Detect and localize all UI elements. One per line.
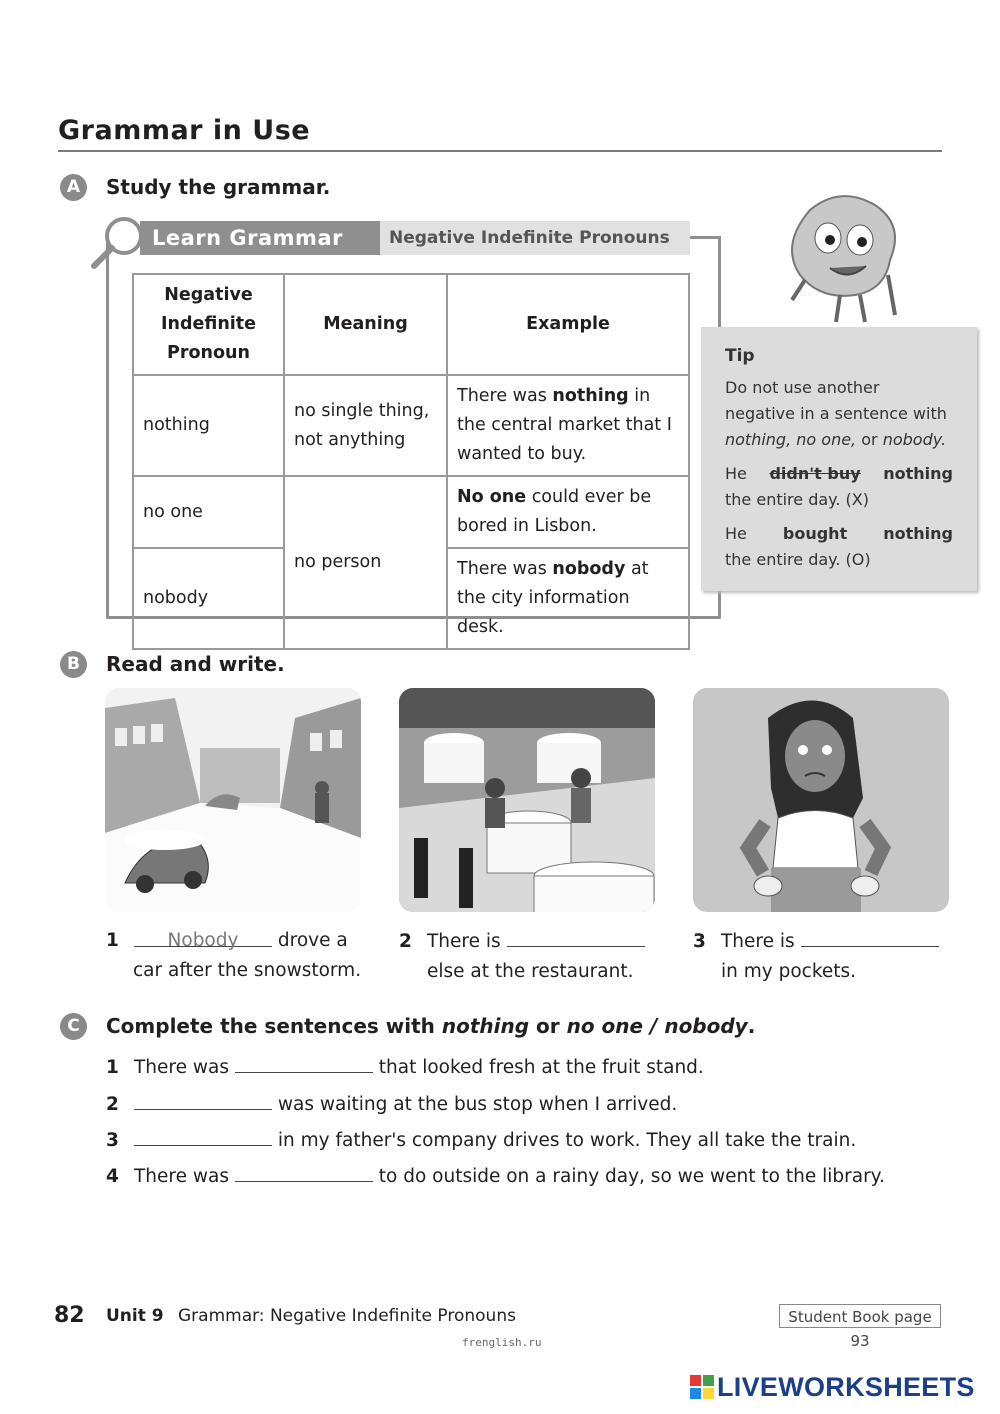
item-text: car after the snowstorm. [133, 960, 362, 981]
sentence-end: was waiting at the bus stop when I arrived. [277, 1094, 678, 1115]
liveworksheets-logo-icon [690, 1375, 714, 1399]
read-write-item-1 [106, 926, 386, 986]
learn-grammar-subtitle: Negative Indefinite Pronouns [380, 221, 690, 255]
tip-word: He [725, 524, 747, 543]
tip-text-main: Do not use another negative in a sentence with [725, 378, 947, 423]
item-number: 3 [693, 931, 706, 952]
pronoun-cell: nobody [133, 548, 284, 649]
complete-sentence-2 [106, 1089, 677, 1115]
item-number: 4 [106, 1166, 119, 1187]
tip-text-or: or [861, 430, 878, 449]
item-text: There is [427, 931, 501, 952]
liveworksheets-logo-text: LIVEWORKSHEETS [717, 1372, 975, 1402]
footer-description: Grammar: Negative Indefinite Pronouns [178, 1306, 516, 1326]
example-cell [447, 476, 689, 548]
example-cell [447, 548, 689, 649]
table-row [133, 375, 689, 476]
example-text: could ever be bored in Lisbon. [457, 487, 652, 536]
instruction-text: . [747, 1014, 756, 1038]
table-header-row [133, 274, 689, 375]
complete-sentence-1 [106, 1052, 704, 1078]
col-header-pronoun: Negative Indefinite Pronoun [133, 274, 284, 375]
student-book-reference: Student Book page 93 [779, 1304, 941, 1328]
answer-blank-2[interactable] [507, 926, 645, 947]
tip-text-italic: nothing, no one, [725, 430, 857, 449]
section-b-badge: B [60, 651, 87, 678]
item-number: 1 [106, 1057, 119, 1078]
pronoun-cell: nothing [133, 375, 284, 476]
restaurant-picture [399, 688, 655, 912]
tip-keyword: nothing [883, 464, 953, 483]
sentence-blank-1[interactable] [235, 1052, 373, 1073]
grammar-table [132, 273, 690, 650]
magnifier-icon [88, 214, 152, 272]
tip-wrong-line2: the entire day. (X) [725, 490, 869, 509]
example-text: at the city information desk. [457, 559, 649, 637]
instruction-italic: no one / nobody [566, 1014, 748, 1038]
unit-label: Unit 9 [106, 1306, 164, 1326]
answer-blank-1[interactable]: Nobody [134, 926, 272, 947]
page-number: 82 [54, 1303, 85, 1328]
tip-text-italic2: nobody. [882, 430, 947, 449]
sentence-end: to do outside on a rainy day, so we went to the library. [378, 1166, 885, 1187]
instruction-text: Complete the sentences with [106, 1014, 435, 1038]
section-b-instruction: Read and write. [106, 652, 285, 676]
section-c-badge: C [60, 1013, 87, 1040]
example-text: There was [457, 559, 553, 579]
example-keyword: No one [457, 487, 527, 507]
sentence-end: that looked fresh at the fruit stand. [378, 1057, 704, 1078]
tip-right-line2: the entire day. (O) [725, 550, 871, 569]
tip-box [701, 327, 977, 591]
sentence-end: in my father's company drives to work. They all take the train. [277, 1130, 857, 1151]
watermark: frenglish.ru [462, 1336, 542, 1349]
tip-text [725, 375, 953, 453]
sentence-blank-2[interactable] [134, 1089, 272, 1110]
item-number: 2 [106, 1094, 119, 1115]
instruction-text: or [536, 1014, 560, 1038]
sentence-blank-3[interactable] [134, 1125, 272, 1146]
table-row [133, 476, 689, 548]
tip-word: He [725, 464, 747, 483]
sentence-start: There was [134, 1057, 229, 1078]
pronoun-cell: no one [133, 476, 284, 548]
item-number: 3 [106, 1130, 119, 1151]
sentence-start: There was [134, 1166, 229, 1187]
tip-right-example [725, 521, 953, 547]
example-cell [447, 375, 689, 476]
learn-grammar-title: Learn Grammar [140, 221, 380, 255]
col-header-meaning: Meaning [284, 274, 447, 375]
snowy-street-picture [105, 688, 361, 912]
example-keyword: nothing [552, 386, 629, 406]
col-header-example: Example [447, 274, 689, 375]
tip-keyword: bought [782, 524, 848, 543]
complete-sentence-4 [106, 1161, 885, 1187]
read-write-item-2 [399, 926, 679, 987]
item-text: drove a [277, 930, 348, 951]
answer-blank-3[interactable] [801, 926, 939, 947]
girl-empty-pockets-picture [693, 688, 949, 912]
complete-sentence-3 [106, 1125, 856, 1151]
tip-struck-word: didn't buy [769, 464, 861, 483]
meaning-cell: no single thing, not anything [284, 375, 447, 476]
item-text: in my pockets. [721, 961, 857, 982]
item-text: There is [721, 931, 795, 952]
tip-keyword: nothing [883, 524, 953, 543]
item-number: 1 [106, 930, 119, 951]
item-number: 2 [399, 931, 412, 952]
example-text: There was [457, 386, 553, 406]
meaning-cell: no person [284, 476, 447, 649]
instruction-italic: nothing [441, 1014, 530, 1038]
section-c-instruction [106, 1014, 755, 1038]
tip-wrong-example [725, 461, 953, 487]
example-keyword: nobody [552, 559, 626, 579]
item-text: else at the restaurant. [427, 961, 634, 982]
sentence-blank-4[interactable] [235, 1161, 373, 1182]
liveworksheets-logo [690, 1372, 975, 1403]
title-divider [58, 150, 942, 152]
learn-grammar-frame-top [690, 236, 718, 239]
mascot-illustration [770, 190, 920, 335]
tip-title: Tip [725, 346, 755, 366]
section-a-badge: A [60, 174, 87, 201]
example-text: in the central market that I wanted to buy. [457, 386, 672, 464]
section-a-instruction: Study the grammar. [106, 175, 331, 199]
page-title: Grammar in Use [58, 115, 311, 146]
read-write-item-3 [693, 926, 973, 987]
